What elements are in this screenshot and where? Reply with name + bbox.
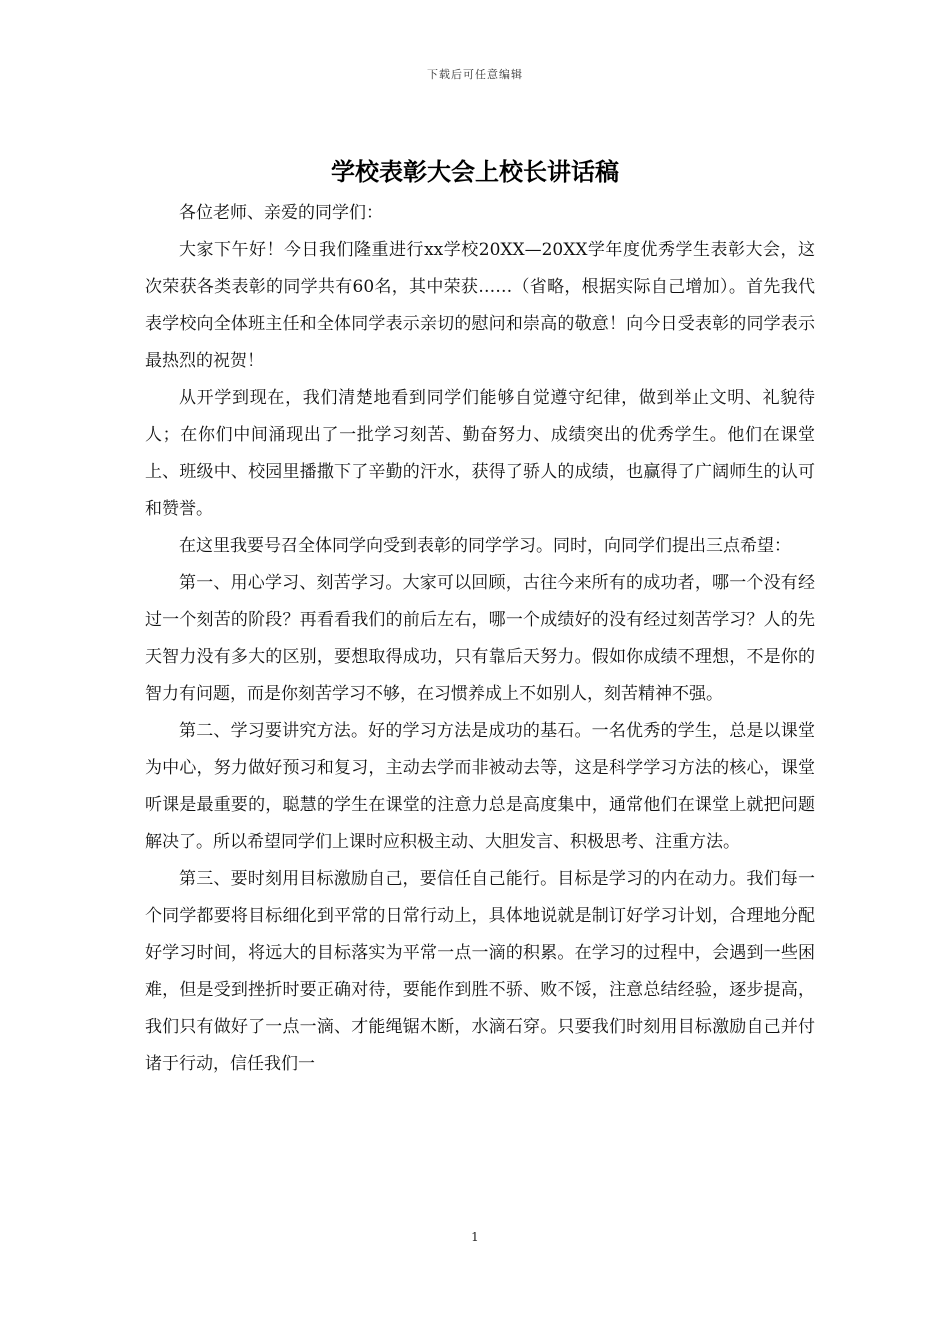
- page-header-note: 下载后可任意编辑: [427, 68, 523, 81]
- document-body: [145, 195, 815, 1083]
- body-paragraph: 大家下午好！今日我们隆重进行xx学校20XX—20XX学年度优秀学生表彰大会，这次荣获各类表彰的同学共有60名，其中荣获……（省略，根据实际自己增加）。首先我代表学校向全体班主任和全体同学表示亲切的慰问和崇高的敬意！向今日受表彰的同学表示最热烈的祝贺！: [145, 240, 815, 371]
- salutation-paragraph: 各位老师、亲爱的同学们：: [179, 203, 383, 223]
- body-paragraph: 第一、用心学习、刻苦学习。大家可以回顾，古往今来所有的成功者，哪一个没有经过一个刻苦的阶段？再看看我们的前后左右，哪一个成绩好的没有经过刻苦学习？人的先天智力没有多大的区别，要想取得成功，只有靠后天努力。假如你成绩不理想，不是你的智力有问题，而是你刻苦学习不够，在习惯养成上不如别人，刻苦精神不强。: [145, 573, 815, 704]
- document-title: 学校表彰大会上校长讲话稿: [331, 157, 619, 186]
- body-paragraph: 在这里我要号召全体同学向受到表彰的同学学习。同时，向同学们提出三点希望：: [179, 536, 791, 556]
- body-paragraph: 第三、要时刻用目标激励自己，要信任自己能行。目标是学习的内在动力。我们每一个同学都要将目标细化到平常的日常行动上，具体地说就是制订好学习计划，合理地分配好学习时间，将远大的目标落实为平常一点一滴的积累。在学习的过程中，会遇到一些困难，但是受到挫折时要正确对待，要能作到胜不骄、败不馁，注意总结经验，逐步提高，我们只有做好了一点一滴、才能绳锯木断，水滴石穿。只要我们时刻用目标激励自己并付诸于行动，信任我们一: [145, 869, 815, 1074]
- body-paragraph: 从开学到现在，我们清楚地看到同学们能够自觉遵守纪律，做到举止文明、礼貌待人；在你们中间涌现出了一批学习刻苦、勤奋努力、成绩突出的优秀学生。他们在课堂上、班级中、校园里播撒下了辛勤的汗水，获得了骄人的成绩，也赢得了广阔师生的认可和赞誉。: [145, 388, 815, 519]
- page-number: 1: [471, 1230, 479, 1244]
- body-paragraph: 第二、学习要讲究方法。好的学习方法是成功的基石。一名优秀的学生，总是以课堂为中心，努力做好预习和复习，主动去学而非被动去等，这是科学学习方法的核心，课堂听课是最重要的，聪慧的学生在课堂的注意力总是高度集中，通常他们在课堂上就把问题解决了。所以希望同学们上课时应积极主动、大胆发言、积极思考、注重方法。: [145, 721, 815, 852]
